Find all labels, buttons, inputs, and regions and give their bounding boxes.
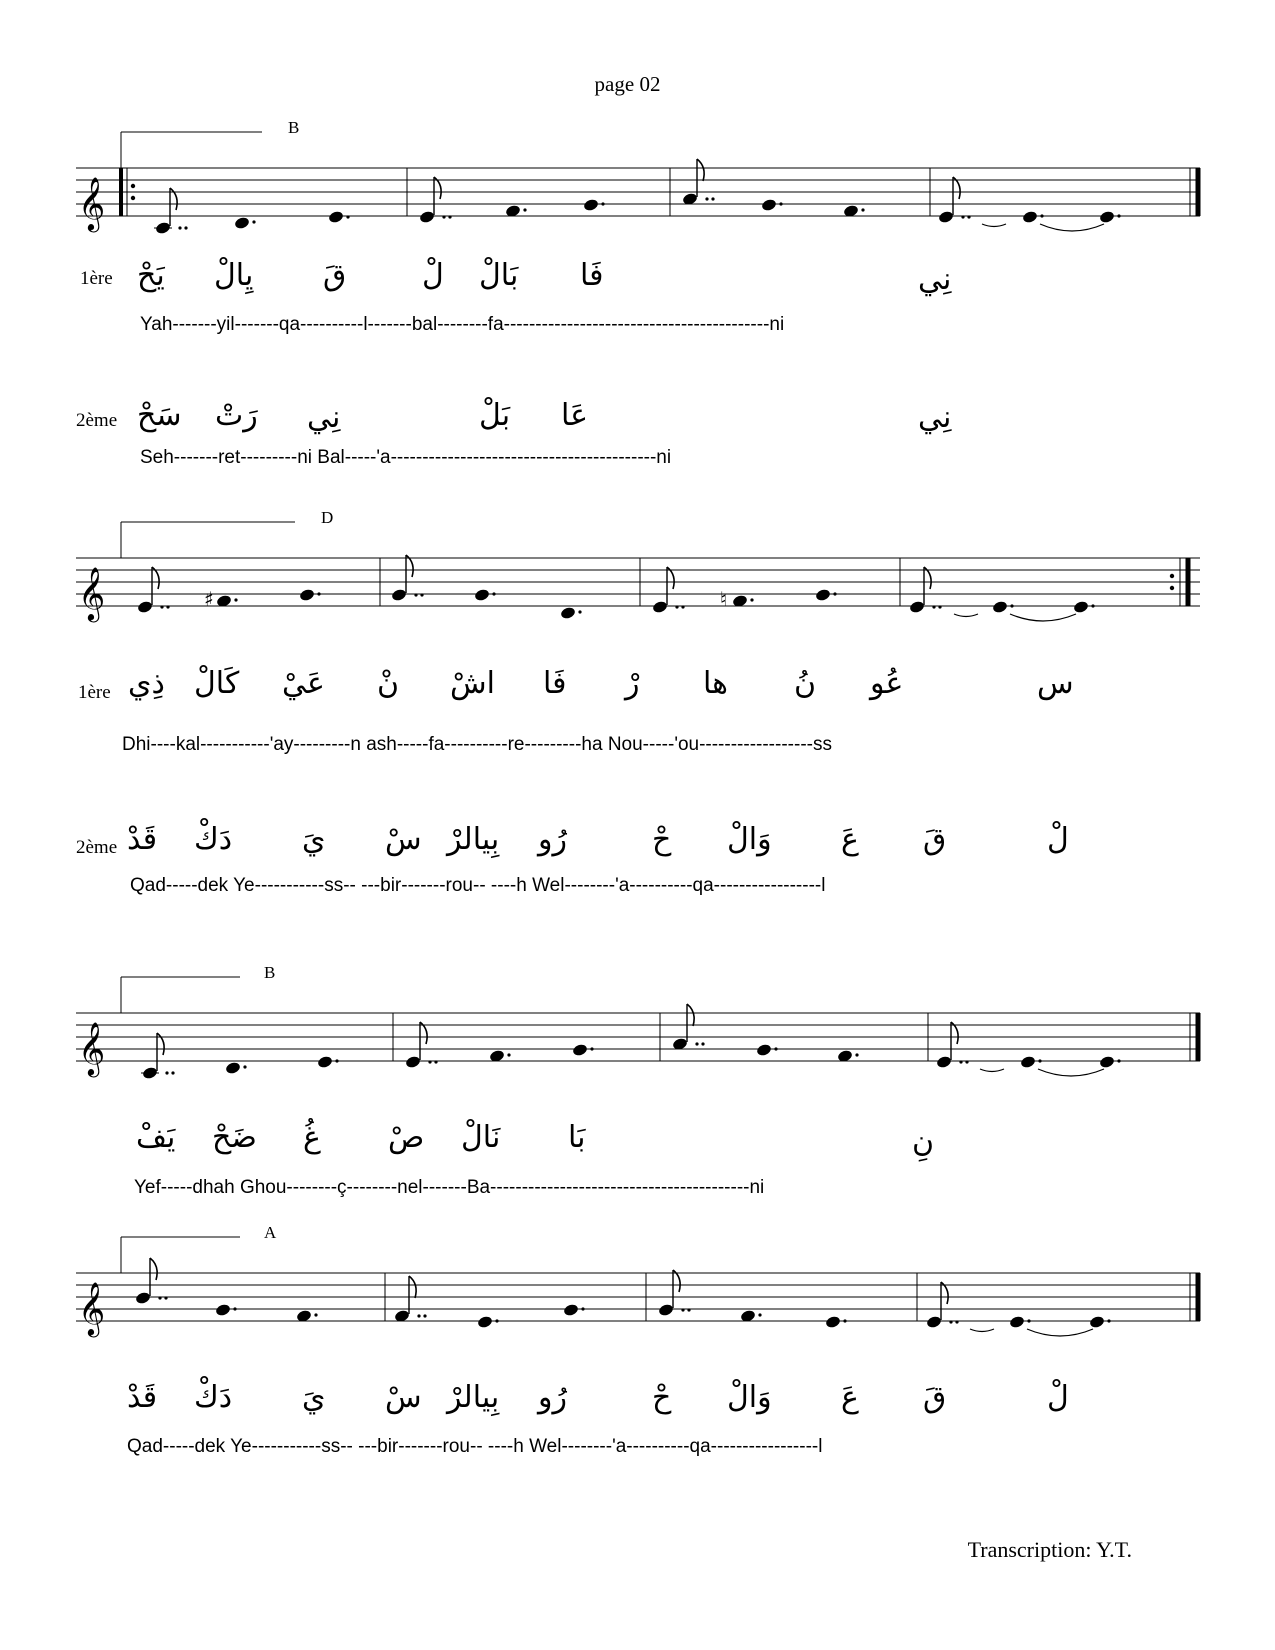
arabic-lyric: لْ <box>1047 822 1069 857</box>
arabic-lyric: قَ <box>323 258 347 293</box>
transliteration: Yah-------yil-------qa----------l-------bal--------fa------------------------------------------ni <box>140 314 785 335</box>
arabic-lyric: نِي <box>918 262 952 297</box>
svg-text:𝄞: 𝄞 <box>78 176 106 230</box>
arabic-lyric: رُو <box>538 822 567 857</box>
rehearsal-mark: B <box>288 118 300 137</box>
verse-label: 2ème <box>76 410 118 431</box>
transliteration: Dhi----kal-----------'ay---------n ash-----fa----------re---------ha Nou-----'ou------------------ss <box>122 734 832 755</box>
arabic-lyric: رُو <box>538 1380 567 1415</box>
arabic-lyric: دَكْ <box>194 1380 233 1415</box>
verse-label: 1ère <box>80 268 113 289</box>
arabic-lyric: نِي <box>307 400 341 435</box>
arabic-lyric: رَتْ <box>215 398 258 433</box>
arabic-lyric: غُ <box>303 1120 321 1155</box>
arabic-lyric: قَ <box>923 1380 947 1415</box>
transcription-credit: Transcription: Y.T. <box>967 1537 1132 1562</box>
arabic-lyric: بَلْ <box>479 398 511 433</box>
arabic-lyric: يَحْ <box>137 258 165 293</box>
arabic-lyric: ها <box>703 666 728 701</box>
arabic-lyric: نَالْ <box>461 1120 501 1155</box>
arabic-lyric: عَ <box>841 1380 859 1415</box>
arabic-lyric: سْ <box>385 822 422 857</box>
staff-system-2 <box>0 510 1275 640</box>
arabic-lyric: يَفْ <box>136 1120 176 1155</box>
arabic-lyric: رْ <box>625 666 640 701</box>
transliteration: Seh-------ret---------ni Bal-----'a------------------------------------------ni <box>140 447 672 468</box>
rehearsal-mark: D <box>321 508 334 527</box>
staff-system-3 <box>0 965 1275 1095</box>
arabic-lyric: كَالْ <box>194 666 240 701</box>
arabic-lyric: عَا <box>561 398 589 433</box>
arabic-lyric: فَا <box>543 666 567 701</box>
svg-text:𝄞: 𝄞 <box>78 1281 106 1335</box>
notes <box>154 159 1121 235</box>
arabic-lyric: حْ <box>652 822 672 857</box>
arabic-lyric: بَا <box>568 1120 586 1155</box>
arabic-lyric: بِيالرْ <box>447 1380 500 1415</box>
transliteration: Qad-----dek Ye-----------ss-- ---bir-------rou-- ----h Wel--------'a----------qa-----------------l <box>130 875 826 896</box>
rehearsal-mark: B <box>264 963 276 982</box>
arabic-lyric: دَكْ <box>194 822 233 857</box>
staff-system-4 <box>0 1225 1275 1355</box>
arabic-lyric: صْ <box>388 1120 425 1155</box>
transliteration: Yef-----dhah Ghou--------ç--------nel-------Ba-----------------------------------------ni <box>134 1177 765 1198</box>
rehearsal-mark: A <box>264 1223 277 1242</box>
transliteration: Qad-----dek Ye-----------ss-- ---bir-------rou-- ----h Wel--------'a----------qa-----------------l <box>127 1436 823 1457</box>
arabic-lyric: بَالْ <box>479 258 519 293</box>
arabic-lyric: عَ <box>841 822 859 857</box>
verse-label: 1ère <box>78 682 111 703</box>
arabic-lyric: حْ <box>652 1380 672 1415</box>
svg-text:𝄞: 𝄞 <box>78 566 106 620</box>
arabic-lyric: نْ <box>377 666 400 701</box>
arabic-lyric: ذِي <box>128 666 165 701</box>
arabic-lyric: لْ <box>422 258 444 293</box>
arabic-lyric: قَ <box>923 822 947 857</box>
arabic-lyric: سْ <box>385 1380 422 1415</box>
arabic-lyric: يَ <box>302 1380 326 1415</box>
arabic-lyric: يِالْ <box>214 258 254 293</box>
arabic-lyric: عَيْ <box>282 666 325 701</box>
arabic-lyric: وَالْ <box>727 1380 772 1415</box>
arabic-lyric: يَ <box>302 822 326 857</box>
arabic-lyric: وَالْ <box>727 822 772 857</box>
arabic-lyric: س <box>1037 666 1074 701</box>
svg-text:♯: ♯ <box>204 587 214 611</box>
arabic-lyric: بِيالرْ <box>447 822 500 857</box>
arabic-lyric: عُو <box>870 666 904 701</box>
verse-label: 2ème <box>76 837 118 858</box>
arabic-lyric: نُ <box>794 666 817 701</box>
arabic-lyric: نِ <box>912 1124 935 1159</box>
arabic-lyric: قَدْ <box>127 822 158 857</box>
arabic-lyric: فَا <box>580 258 604 293</box>
page-label: page 02 <box>594 72 661 96</box>
staff-system-1 <box>0 120 1275 250</box>
svg-text:𝄞: 𝄞 <box>78 1021 106 1075</box>
arabic-lyric: لْ <box>1047 1380 1069 1415</box>
arabic-lyric: قَدْ <box>127 1380 158 1415</box>
arabic-lyric: نِي <box>918 400 952 435</box>
svg-text:♮: ♮ <box>720 587 728 611</box>
arabic-lyric: اشْ <box>450 666 495 701</box>
arabic-lyric: ضَحْ <box>212 1120 257 1155</box>
arabic-lyric: سَحْ <box>137 398 182 433</box>
